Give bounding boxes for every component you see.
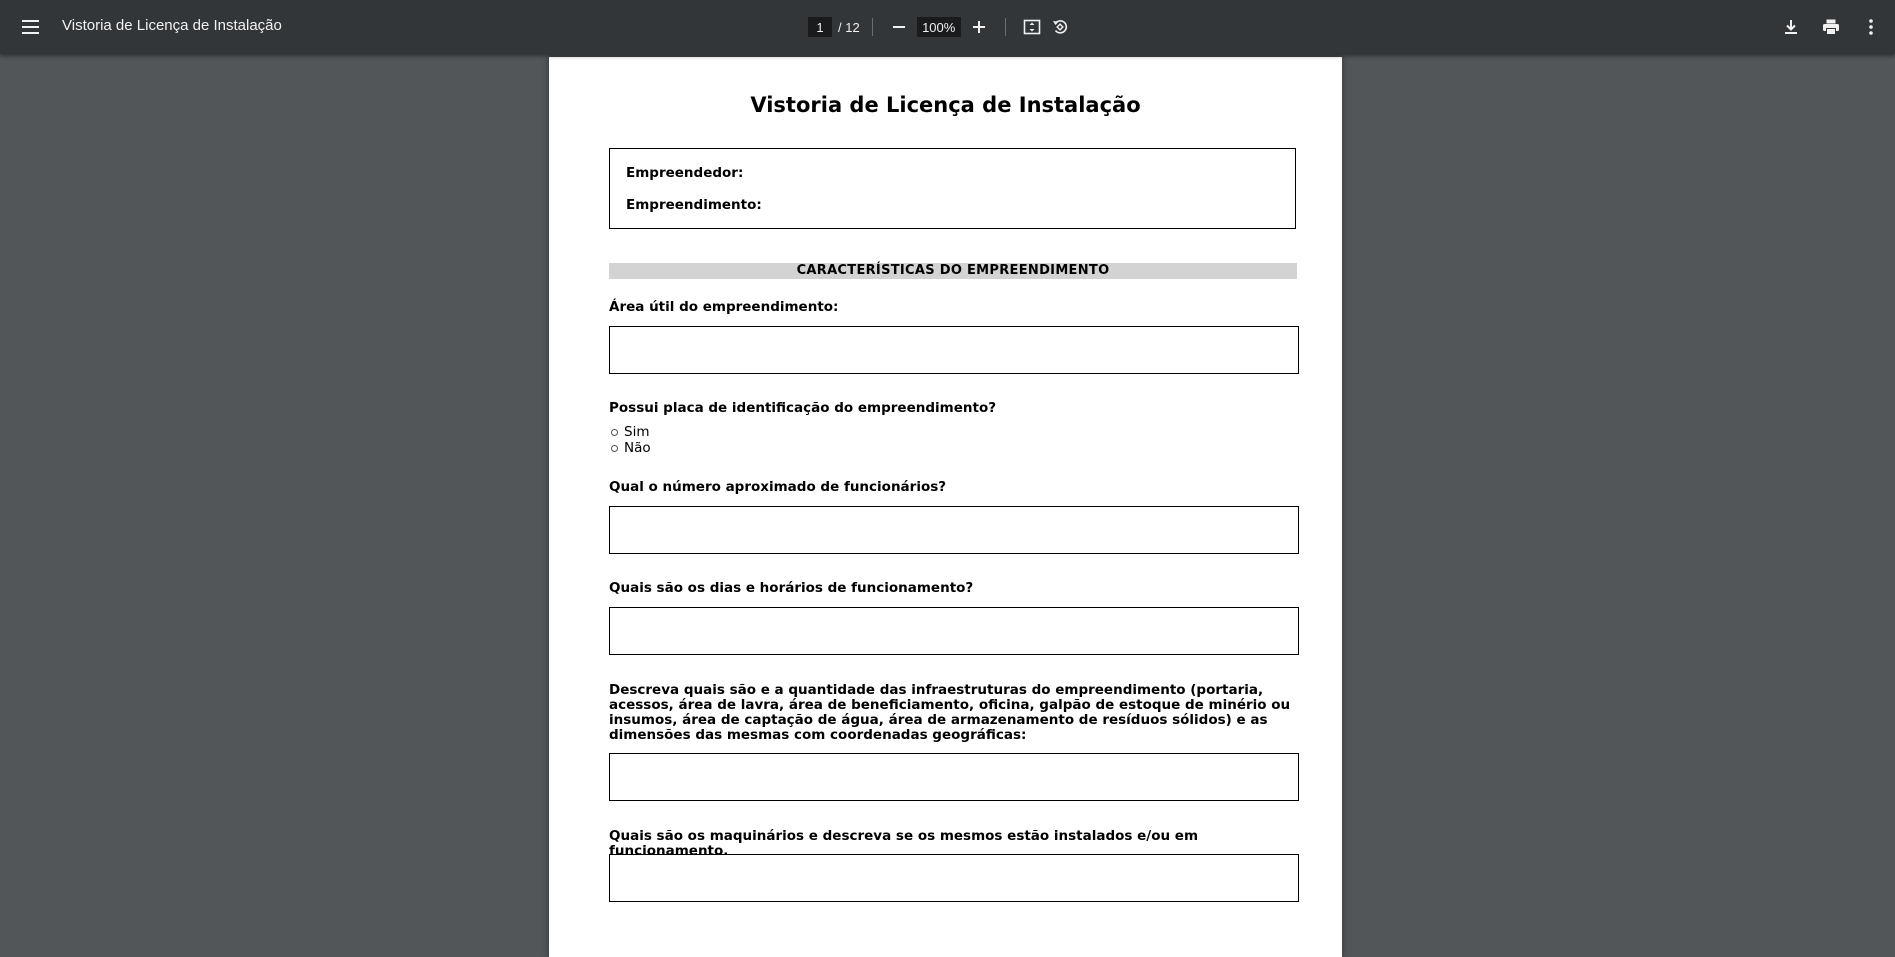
- page-number-input[interactable]: [808, 17, 832, 37]
- section-header: CARACTERÍSTICAS DO EMPREENDIMENTO: [609, 263, 1297, 279]
- answer-field-employees[interactable]: [609, 506, 1299, 554]
- print-button[interactable]: [1815, 12, 1847, 42]
- enterprise-label: Empreendimento:: [626, 197, 762, 213]
- answer-field-machinery[interactable]: [609, 854, 1299, 902]
- question-label-employees: Qual o número aproximado de funcionários?: [609, 479, 947, 495]
- download-button[interactable]: [1775, 12, 1807, 42]
- question-label-machinery: Quais são os maquinários e descreva se os mesmos estão instalados e/ou em funcionamento.: [609, 828, 1199, 859]
- download-icon: [1783, 19, 1799, 35]
- document-title: Vistoria de Licença de Instalação: [62, 17, 282, 34]
- page-controls: [808, 15, 1074, 39]
- question-label-infrastructure: Descreva quais são e a quantidade das infraestruturas do empreendimento (portaria, acessos, área de lavra, área de beneficiamento, oficina, galpão de estoque de minério ou insumos, área de captação de água, área de armazenamento de resíduos sólidos) e as dimensões das mesmas com coordenadas geográficas:: [609, 682, 1291, 743]
- question-label-area: Área útil do empreendimento:: [609, 299, 839, 315]
- plus-icon: [972, 20, 986, 34]
- page-total: / 12: [838, 19, 860, 35]
- answer-field-infrastructure[interactable]: [609, 753, 1299, 801]
- pdf-toolbar: [0, 0, 1895, 54]
- radio-option-nao[interactable]: [611, 440, 651, 456]
- form-title: Vistoria de Licença de Instalação: [750, 93, 1141, 117]
- toolbar-divider: [872, 18, 873, 36]
- minus-icon: [892, 20, 906, 34]
- entrepreneur-label: Empreendedor:: [626, 165, 744, 181]
- printer-icon: [1822, 19, 1840, 35]
- fit-page-button[interactable]: [1018, 13, 1046, 41]
- info-box: [609, 148, 1296, 229]
- rotate-button[interactable]: [1046, 13, 1074, 41]
- rotate-icon: [1051, 18, 1069, 36]
- menu-button[interactable]: [16, 13, 44, 41]
- question-label-schedule: Quais são os dias e horários de funcionamento?: [609, 580, 974, 596]
- radio-label: Não: [624, 440, 651, 456]
- radio-button: [611, 429, 618, 436]
- pdf-page: [549, 57, 1342, 957]
- zoom-input[interactable]: [917, 17, 961, 37]
- answer-field-area[interactable]: [609, 326, 1299, 374]
- toolbar-divider: [1005, 18, 1006, 36]
- fit-to-page-icon: [1023, 18, 1041, 36]
- zoom-in-button[interactable]: [965, 13, 993, 41]
- more-vertical-icon: [1868, 18, 1874, 36]
- radio-option-sim[interactable]: [611, 424, 649, 440]
- hamburger-icon: [22, 26, 39, 28]
- radio-button: [611, 445, 618, 452]
- question-label-sign: Possui placa de identificação do empreendimento?: [609, 400, 997, 416]
- more-options-button[interactable]: [1855, 12, 1887, 42]
- answer-field-schedule[interactable]: [609, 607, 1299, 655]
- zoom-out-button[interactable]: [885, 13, 913, 41]
- right-controls: [1767, 12, 1887, 42]
- radio-label: Sim: [624, 424, 650, 440]
